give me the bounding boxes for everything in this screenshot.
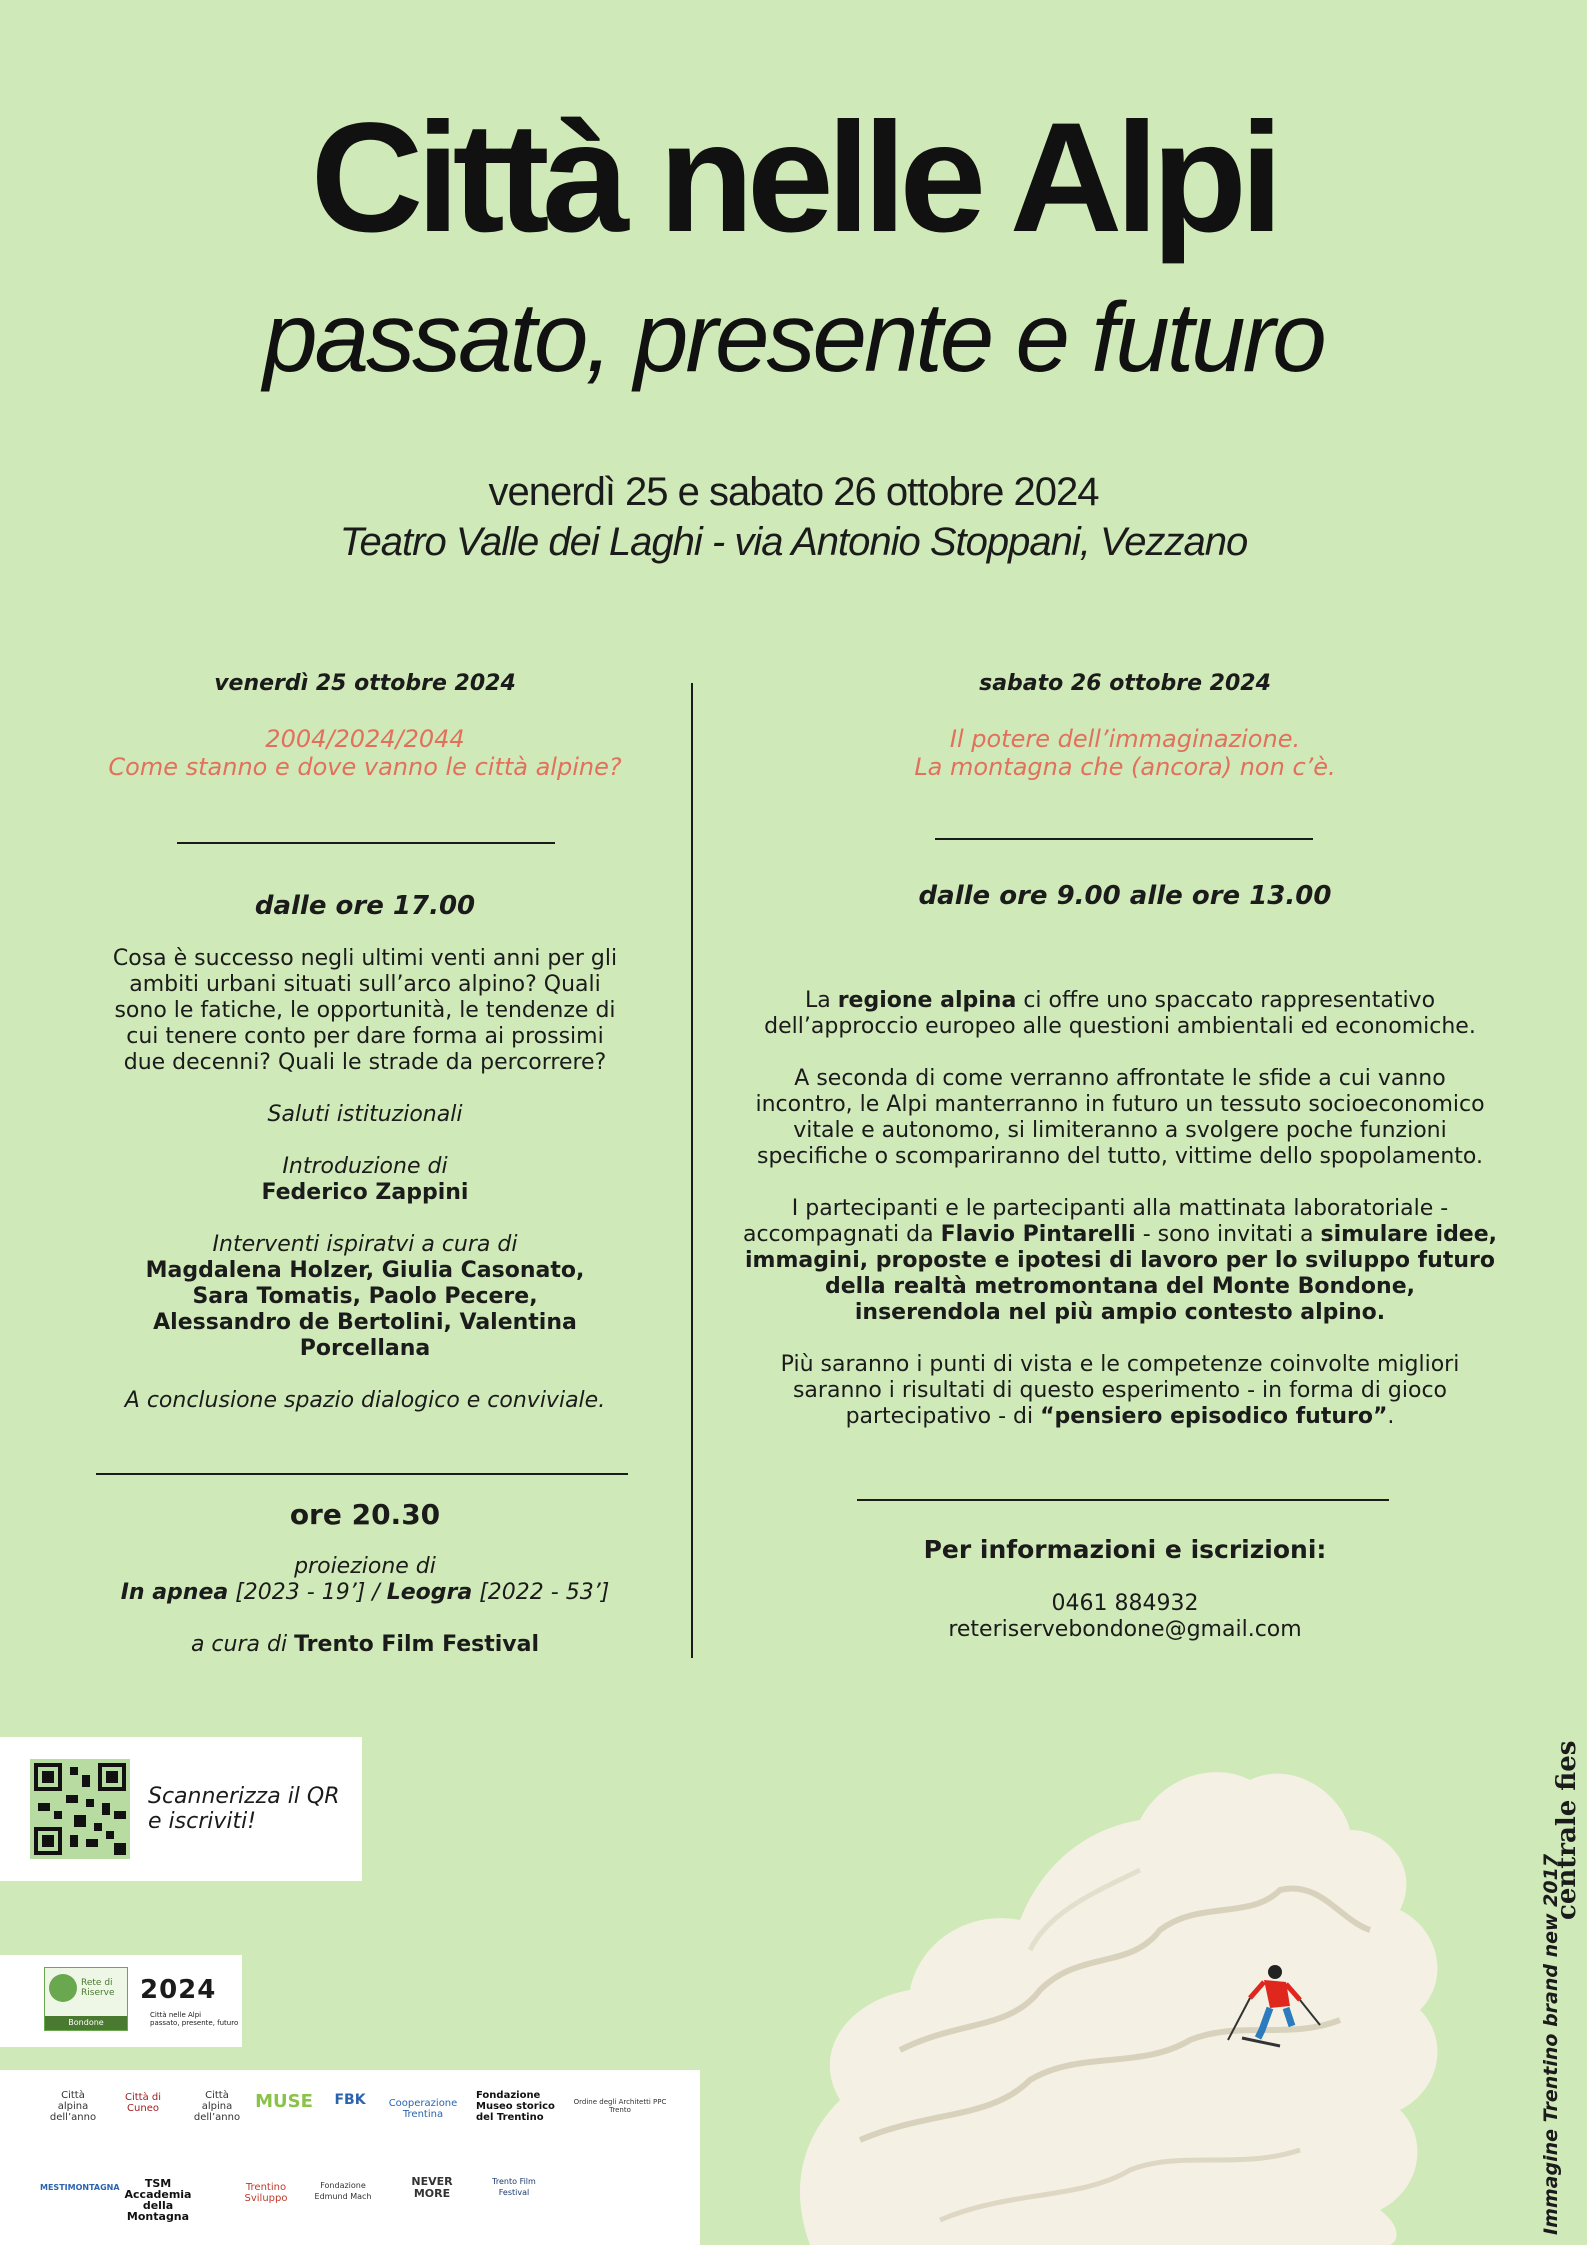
- right-header: [740, 671, 1510, 781]
- image-credit: Immagine Trentino brand new 2017: [1540, 1853, 1562, 2235]
- p2-line: incontro, le Alpi manterranno in futuro un tessuto socioeconomico: [755, 1092, 1485, 1117]
- p1-bold: regione alpina: [837, 988, 1017, 1013]
- p3-text: accompagnati da: [742, 1222, 934, 1247]
- info-title: Per informazioni e iscrizioni:: [923, 1535, 1327, 1564]
- clover-icon: [49, 1974, 77, 2002]
- sponsor-logo: Città di Cuneo: [124, 2092, 162, 2114]
- sponsor-logo: Trento Film Festival: [492, 2177, 536, 2197]
- sponsor-logo: NEVER MORE: [411, 2175, 453, 2200]
- rete-riserve-logo: [44, 1967, 128, 2031]
- qr-text: e iscriviti!: [148, 1809, 257, 1834]
- divider: [177, 842, 555, 844]
- p4-text: .: [1387, 1404, 1395, 1429]
- left-question-line: Cosa è successo negli ultimi venti anni per gli: [112, 946, 618, 971]
- p3-bold-line: immagini, proposte e ipotesi di lavoro per lo sviluppo futuro: [745, 1248, 1495, 1273]
- evening-time: ore 20.30: [289, 1498, 441, 1531]
- column-divider: [691, 683, 693, 1658]
- p3-bold: Flavio Pintarelli: [940, 1222, 1136, 1247]
- film2-info: [2022 - 53’]: [479, 1580, 610, 1605]
- sponsor-logo: Trentino Sviluppo: [244, 2182, 288, 2204]
- p3-bold-line: della realtà metromontana del Monte Bondone,: [825, 1274, 1415, 1299]
- event-logo-panel: [0, 1955, 242, 2047]
- page-subtitle: passato, presente e futuro: [263, 282, 1324, 392]
- left-question-line: cui tenere conto per dare forma ai prossimi: [126, 1024, 604, 1049]
- film2-title: Leogra: [386, 1580, 473, 1605]
- divider: [857, 1499, 1389, 1501]
- right-theme-line2: La montagna che (ancora) non c’è.: [914, 753, 1336, 781]
- centrale-fies-logo: centrale fies: [1552, 1740, 1582, 1920]
- cream-skier-illustration: [780, 1720, 1540, 2245]
- left-body: [85, 946, 645, 1414]
- p1-text: La: [804, 988, 831, 1013]
- p4-line: Più saranno i punti di vista e le competenze coinvolte migliori: [780, 1352, 1460, 1377]
- sponsor-logo: MESTIMONTAGNA: [40, 2183, 120, 2192]
- sponsor-logo: Fondazione Edmund Mach: [314, 2181, 372, 2201]
- speaker-line: Sara Tomatis, Paolo Pecere,: [192, 1284, 538, 1309]
- film1-title: In apnea: [120, 1580, 229, 1605]
- film1-info: [2023 - 19’]: [235, 1580, 366, 1605]
- qr-panel: [0, 1737, 362, 1881]
- event-venue: Teatro Valle dei Laghi - via Antonio Stoppani, Vezzano: [339, 520, 1248, 564]
- divider: [96, 1473, 628, 1475]
- greetings: Saluti istituzionali: [267, 1102, 463, 1127]
- qr-text: Scannerizza il QR: [148, 1784, 340, 1809]
- closing-note: A conclusione spazio dialogico e conviviale.: [124, 1388, 606, 1413]
- left-day: venerdì 25 ottobre 2024: [214, 671, 516, 696]
- speaker-line: Magdalena Holzer, Giulia Casonato,: [145, 1258, 585, 1283]
- sponsor-logo: TSM Accademia della Montagna: [124, 2177, 192, 2223]
- p3-bold-line: inserendola nel più ampio contesto alpino.: [854, 1300, 1386, 1325]
- left-theme-line2: Come stanno e dove vanno le città alpine?: [108, 753, 622, 781]
- screening-label: proiezione di: [294, 1554, 436, 1579]
- p2-line: specifiche o scompariranno del tutto, vittime dello spopolamento.: [757, 1144, 1483, 1169]
- logo-tag2: passato, presente, futuro: [150, 2019, 239, 2027]
- left-question-line: due decenni? Quali le strade da percorrere?: [123, 1050, 607, 1075]
- contact-block: [740, 1591, 1510, 1643]
- phone-number[interactable]: 0461 884932: [1051, 1591, 1199, 1616]
- sponsor-logo: Ordine degli Architetti PPC Trento: [573, 2098, 667, 2114]
- sponsor-logo: Città alpina dell’anno: [193, 2090, 241, 2123]
- speaker-line: Alessandro de Bertolini, Valentina Porcellana: [153, 1310, 577, 1361]
- screening-block: [85, 1554, 645, 1658]
- p4-line: saranno i risultati di questo esperimento - in forma di gioco: [792, 1378, 1448, 1403]
- right-body: [740, 988, 1500, 1430]
- p3-bold: simulare idee,: [1320, 1222, 1498, 1247]
- curated-prefix: a cura di: [190, 1632, 288, 1657]
- rete-label: Rete di Riserve: [81, 1978, 115, 1998]
- right-day: sabato 26 ottobre 2024: [979, 671, 1271, 696]
- p3-line: I partecipanti e le partecipanti alla mattinata laboratoriale -: [791, 1196, 1449, 1221]
- p2-line: A seconda di come verranno affrontate le sfide a cui vanno: [794, 1066, 1446, 1091]
- sponsor-logo: FBK: [334, 2092, 366, 2108]
- curator-name: Trento Film Festival: [294, 1632, 540, 1657]
- intro-name: Federico Zappini: [261, 1180, 469, 1205]
- p4-text: partecipativo - di: [845, 1404, 1034, 1429]
- left-question-line: sono le fatiche, le opportunità, le tendenze di: [114, 998, 616, 1023]
- sponsor-logo: Fondazione Museo storico del Trentino: [476, 2090, 555, 2123]
- bondone-label: Bondone: [45, 2016, 127, 2030]
- p2-line: vitale e autonomo, si limiteranno a svolgere poche funzioni: [793, 1118, 1447, 1143]
- p1-text: ci offre uno spaccato rappresentativo: [1023, 988, 1436, 1013]
- page-title: Città nelle Alpi: [310, 91, 1277, 265]
- right-time: dalle ore 9.00 alle ore 13.00: [918, 881, 1332, 911]
- left-time: dalle ore 17.00: [254, 891, 476, 921]
- left-theme-line1: 2004/2024/2044: [265, 725, 465, 753]
- talks-label: Interventi ispiratvi a cura di: [212, 1232, 518, 1257]
- left-question-line: ambiti urbani situati sull’arco alpino? Quali: [129, 972, 601, 997]
- event-dates: venerdì 25 e sabato 26 ottobre 2024: [488, 470, 1099, 514]
- sponsor-logo: MUSE: [255, 2091, 313, 2112]
- p1-line: dell’approccio europeo alle questioni ambientali ed economiche.: [764, 1014, 1476, 1039]
- divider: [935, 838, 1313, 840]
- p3-text: - sono invitati a: [1142, 1222, 1314, 1247]
- film-separator: /: [372, 1580, 380, 1605]
- year-logo: 2024: [140, 1975, 217, 2005]
- right-theme-line1: Il potere dell’immaginazione.: [949, 725, 1301, 753]
- sponsor-logo: Città alpina dell’anno: [49, 2090, 97, 2123]
- logo-tagline: [150, 2011, 238, 2027]
- intro-label: Introduzione di: [282, 1154, 448, 1179]
- logo-tag: Città nelle Alpi: [150, 2011, 202, 2019]
- left-column: [85, 671, 645, 781]
- sponsor-strip: [0, 2070, 700, 2245]
- qr-code[interactable]: [30, 1759, 130, 1859]
- p4-bold: “pensiero episodico futuro”: [1040, 1404, 1388, 1429]
- sponsor-logo: Cooperazione Trentina: [388, 2098, 458, 2120]
- email-address[interactable]: reteriservebondone@gmail.com: [948, 1617, 1302, 1642]
